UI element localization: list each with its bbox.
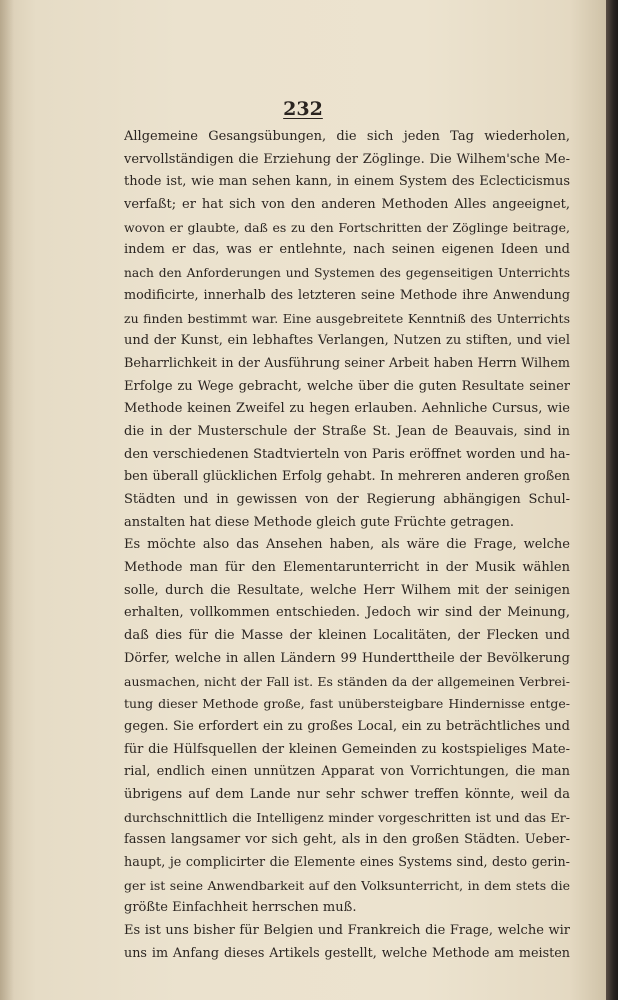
text-line: solle, durch die Resultate, welche Herr Wilhem mit der seinigen	[124, 582, 570, 598]
text-line: den verschiedenen Stadtvierteln von Paris eröffnet worden und ha-	[124, 446, 570, 462]
text-line: Städten und in gewissen von der Regierung abhängigen Schul-	[124, 492, 570, 507]
text-line: Es möchte also das Ansehen haben, als wäre die Frage, welche	[124, 537, 570, 553]
text-line: erhalten, vollkommen entschieden. Jedoch wir sind der Meinung,	[124, 605, 570, 621]
body-text	[124, 126, 570, 965]
text-line: uns im Anfang dieses Artikels gestellt, welche Methode am meisten	[124, 945, 570, 961]
paragraph-end-line: anstalten hat diese Methode gleich gute Früchte getragen.	[124, 514, 514, 530]
text-line: tung dieser Methode große, fast unübersteigbare Hindernisse entge-	[124, 696, 570, 712]
text-line: vervollständigen die Erziehung der Zöglinge. Die Wilhem'sche Me-	[124, 151, 570, 167]
page-number: 232	[283, 98, 323, 120]
page-edge	[606, 0, 618, 1000]
text-line: rial, endlich einen unnützen Apparat von Vorrichtungen, die man	[124, 764, 570, 780]
text-line: ben überall glücklichen Erfolg gehabt. In mehreren anderen großen	[124, 469, 570, 485]
text-line: durchschnittlich die Intelligenz minder vorgeschritten ist und das Er-	[124, 809, 570, 825]
text-line: gegen. Sie erfordert ein zu großes Local, ein zu beträchtliches und	[124, 718, 570, 734]
text-line: Erfolge zu Wege gebracht, welche über die guten Resultate seiner	[124, 378, 570, 394]
text-line: daß dies für die Masse der kleinen Localitäten, der Flecken und	[124, 628, 570, 644]
text-line: Methode man für den Elementarunterricht in der Musik wählen	[124, 560, 570, 576]
text-line: ger ist seine Anwendbarkeit auf den Volksunterricht, in dem stets die	[124, 877, 570, 893]
text-line: für die Hülfsquellen der kleinen Gemeinden zu kostspieliges Mate-	[124, 741, 570, 757]
text-line: indem er das, was er entlehnte, nach seinen eigenen Ideen und	[124, 242, 570, 258]
text-line: modificirte, innerhalb des letzteren seine Methode ihre Anwendung	[124, 287, 570, 303]
text-line: und der Kunst, ein lebhaftes Verlangen, Nutzen zu stiften, und viel	[124, 333, 570, 349]
text-line: Beharrlichkeit in der Ausführung seiner Arbeit haben Herrn Wilhem	[124, 355, 570, 371]
text-line: Es ist uns bisher für Belgien und Frankreich die Frage, welche wir	[124, 923, 570, 939]
text-line: wovon er glaubte, daß es zu den Fortschritten der Zöglinge beitrage,	[124, 219, 570, 235]
text-line: die in der Musterschule der Straße St. Jean de Beauvais, sind in	[124, 423, 570, 439]
paragraph-end-line: größte Einfachheit herrschen muß.	[124, 900, 357, 916]
text-line: zu finden bestimmt war. Eine ausgebreitete Kenntniß des Unterrichts	[124, 310, 570, 326]
text-line: haupt, je complicirter die Elemente eines Systems sind, desto gerin-	[124, 855, 570, 870]
text-line: ausmachen, nicht der Fall ist. Es ständen da der allgemeinen Verbrei-	[124, 673, 570, 689]
text-line: Methode keinen Zweifel zu hegen erlauben. Aehnliche Cursus, wie	[124, 401, 570, 417]
gutter-shadow	[0, 0, 14, 1000]
text-line: übrigens auf dem Lande nur sehr schwer treffen könnte, weil da	[124, 786, 570, 802]
text-line: Dörfer, welche in allen Ländern 99 Hunderttheile der Bevölkerung	[124, 650, 570, 666]
text-line: nach den Anforderungen und Systemen des gegenseitigen Unterrichts	[124, 266, 570, 281]
text-line: thode ist, wie man sehen kann, in einem System des Eclecticismus	[124, 174, 570, 190]
text-line: Allgemeine Gesangsübungen, die sich jeden Tag wiederholen,	[124, 129, 570, 144]
text-line: verfaßt; er hat sich von den anderen Methoden Alles angeeignet,	[124, 197, 570, 213]
text-line: fassen langsamer vor sich geht, als in den großen Städten. Ueber-	[124, 832, 570, 848]
